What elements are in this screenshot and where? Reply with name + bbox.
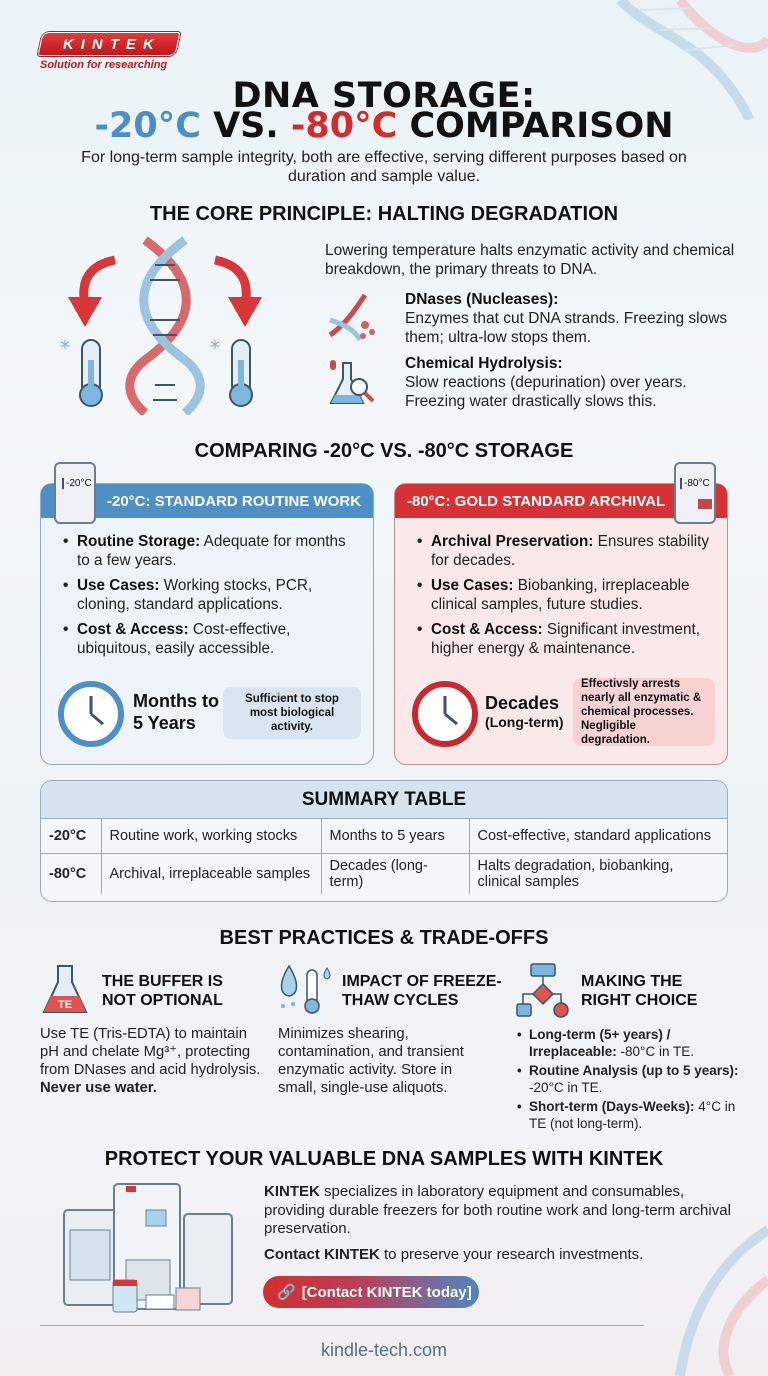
comparison-heading: COMPARING -20°C VS. -80°C STORAGE	[194, 440, 574, 462]
summary-table-grid	[41, 819, 727, 894]
summary-table	[40, 780, 728, 902]
bullet-item: • Use Cases: Biobanking, irreplaceable clinical samples, future studies.	[417, 576, 709, 614]
table-row: -20°C Routine work, working stocks Months to 5 years Cost-effective, standard applications	[41, 819, 727, 853]
choice-item: • Routine Analysis (up to 5 years): -20°C in TE.	[517, 1062, 752, 1096]
card-minus-80-bullets	[395, 518, 727, 658]
link-icon: 🔗	[277, 1284, 296, 1301]
summary-table-heading: SUMMARY TABLE	[41, 781, 727, 819]
duration-note: Effectivsly arrests nearly all enzymatic & chemical processes. Negligible degradation.	[573, 678, 715, 746]
duration-label: Months to 5 Years	[133, 691, 219, 733]
card-minus-80-title: -80°C: GOLD STANDARD ARCHIVAL	[395, 484, 727, 518]
duration-label: Decades (Long-term)	[485, 693, 564, 730]
dna-enzyme-icon	[325, 290, 380, 345]
threat-hydrolysis: Chemical Hydrolysis: Slow reactions (depurination) over years. Freezing water drastically slows this.	[405, 355, 687, 410]
duration-note: Sufficient to stop most biological activity.	[223, 687, 361, 739]
threat-dnases: DNases (Nucleases): Enzymes that cut DNA strands. Freezing slows them; ultra-low stops them.	[405, 291, 728, 346]
bullet-item: • Cost & Access: Cost-effective, ubiquitous, easily accessible.	[63, 620, 355, 658]
contact-kintek-button[interactable]: 🔗 [Contact KINTEK today]	[263, 1276, 479, 1308]
svg-text:*: *	[60, 336, 70, 360]
bullet-item: • Cost & Access: Significant investment, higher energy & maintenance.	[417, 620, 709, 658]
protect-heading: PROTECT YOUR VALUABLE DNA SAMPLES WITH KINTEK	[104, 1148, 664, 1170]
svg-text:*: *	[210, 336, 220, 360]
footer-website-link[interactable]: kindle-tech.com	[320, 1340, 448, 1360]
freezer-icon-minus-80: -80°C	[674, 462, 716, 524]
card-minus-20	[40, 483, 374, 765]
footer-divider	[40, 1325, 644, 1326]
page-title-line2: -20°C VS. -80°C COMPARISON	[94, 106, 674, 146]
bp-freeze-thaw-title: IMPACT OF FREEZE- THAW CYCLES	[342, 973, 502, 1009]
card-minus-20-bullets	[41, 518, 373, 658]
droplet-thermometer-icon	[275, 962, 335, 1018]
bp-freeze-thaw-text: Minimizes shearing, contamination, and transient enzymatic activity. Store in small, single-use aliquots.	[278, 1026, 464, 1096]
table-row: -80°C Archival, irreplaceable samples Decades (long-term) Halts degradation, biobanking, clinical samples	[41, 853, 727, 894]
logo-badge: KINTEK	[37, 32, 180, 56]
choice-item: • Long-term (5+ years) / Irreplaceable: -80°C in TE.	[517, 1026, 752, 1060]
bp-buffer-title: THE BUFFER IS NOT OPTIONAL	[102, 973, 223, 1009]
svg-text:TE: TE	[58, 999, 73, 1011]
bullet-item: • Use Cases: Working stocks, PCR, cloning, standard applications.	[63, 576, 355, 614]
best-practices-heading: BEST PRACTICES & TRADE-OFFS	[219, 927, 549, 949]
page-title-line1: DNA STORAGE:	[232, 76, 536, 116]
freezer-icon-minus-20: -20°C	[54, 462, 96, 524]
clock-icon	[411, 680, 479, 748]
choice-item: • Short-term (Days-Weeks): 4°C in TE (not long-term).	[517, 1098, 752, 1132]
logo-tagline: Solution for researching	[40, 59, 168, 71]
clock-icon	[57, 680, 125, 748]
page-subtitle: For long-term sample integrity, both are effective, serving different purposes based on duration and sample value.	[81, 149, 687, 185]
bp-choice-list	[517, 1026, 752, 1134]
bp-buffer-text: Use TE (Tris-EDTA) to maintain pH and chelate Mg³⁺, protecting from DNases and acid hydrolysis. Never use water.	[40, 1026, 261, 1096]
protect-paragraph-2: Contact KINTEK to preserve your research investments.	[264, 1246, 644, 1263]
protect-paragraph-1: KINTEK specializes in laboratory equipment and consumables, providing durable freezers for both routine work and long-term archival preservation.	[264, 1183, 731, 1237]
bullet-item: • Routine Storage: Adequate for months to a few years.	[63, 532, 355, 570]
card-minus-80	[394, 483, 728, 765]
flowchart-icon	[515, 962, 577, 1018]
freezers-illustration	[58, 1180, 238, 1315]
bp-choice-title: MAKING THE RIGHT CHOICE	[581, 973, 698, 1009]
flask-magnifier-icon	[325, 355, 380, 410]
te-flask-icon	[40, 962, 92, 1018]
card-minus-20-title: -20°C: STANDARD ROUTINE WORK	[41, 484, 373, 518]
thermometer-icon	[60, 336, 102, 406]
kintek-logo	[40, 32, 185, 71]
core-principle-heading: THE CORE PRINCIPLE: HALTING DEGRADATION	[149, 203, 619, 225]
core-principle-intro: Lowering temperature halts enzymatic activity and chemical breakdown, the primary threats to DNA.	[325, 242, 735, 278]
bullet-item: • Archival Preservation: Ensures stability for decades.	[417, 532, 709, 570]
dna-cooling-illustration	[50, 235, 280, 415]
